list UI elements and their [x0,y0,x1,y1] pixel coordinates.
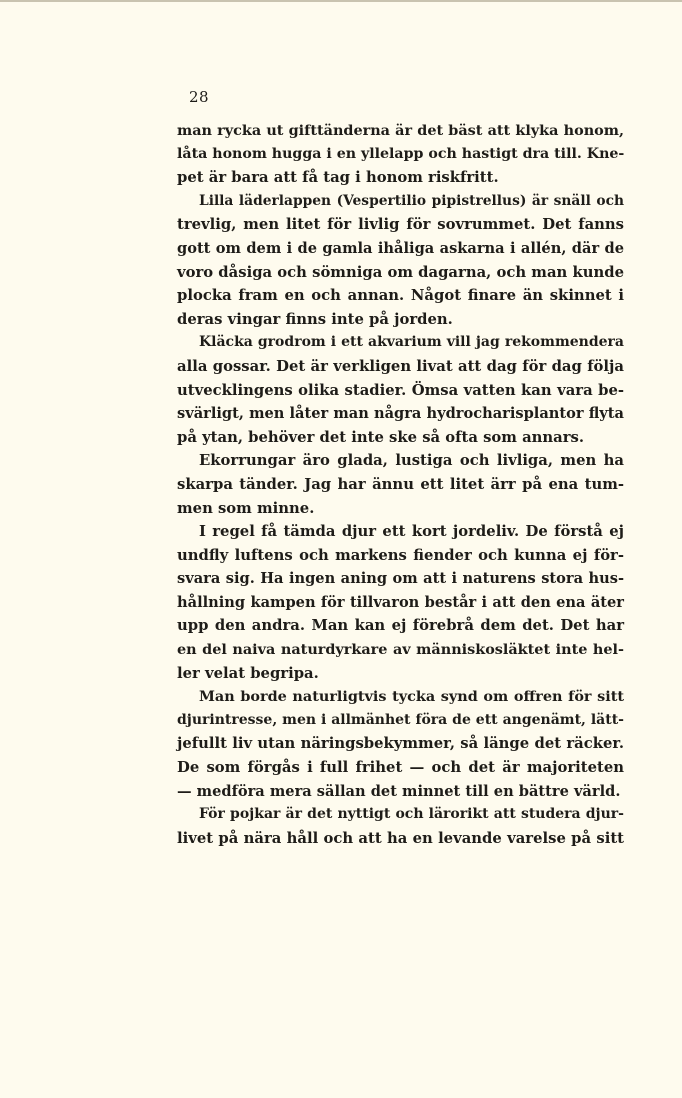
text-line: deras vingar finns inte på jorden. [177,310,453,328]
body-text [177,119,624,850]
text-line: voro dåsiga och sömniga om dagarna, och man kunde [177,263,624,281]
text-line: — medföra mera sällan det minnet till en bättre värld. [177,782,621,800]
text-line: De som förgås i full frihet — och det är majoriteten [177,759,624,777]
text-line: upp den andra. Man kan ej förebrå dem det. Det har [177,617,624,635]
text-line: livet på nära håll och att ha en levande varelse på sitt [177,829,624,847]
text-line: plocka fram en och annan. Något finare än skinnet i [177,287,624,305]
text-line: Lilla läderlappen (Vespertilio pipistrellus) är snäll och [199,192,624,209]
text-line: utvecklingens olika stadier. Ömsa vatten kan vara be- [177,381,624,399]
text-line: Kläcka grodrom i ett akvarium vill jag rekommendera [199,334,624,351]
text-line: djurintresse, men i allmänhet föra de ett angenämt, lätt- [177,711,624,728]
text-line: alla gossar. Det är verkligen livat att dag för dag följa [177,357,624,375]
text-line: man rycka ut gifttänderna är det bäst att klyka honom, [177,122,624,139]
text-line: på ytan, behöver det inte ske så ofta som annars. [177,428,585,446]
text-line: ler velat begripa. [177,664,319,682]
page-number: 28 [189,88,210,106]
text-line: låta honom hugga i en yllelapp och hastigt dra till. Kne- [177,145,625,162]
text-line: skarpa tänder. Jag har ännu ett litet ärr på ena tum- [177,475,624,493]
text-line: men som minne. [177,499,315,517]
text-line: Ekorrungar äro glada, lustiga och livliga, men ha [199,452,624,470]
text-line: Man borde naturligtvis tycka synd om offren för sitt [199,688,624,706]
text-line: pet är bara att få tag i honom riskfritt. [177,169,499,187]
text-line: trevlig, men litet för livlig för sovrummet. Det fanns [177,216,624,234]
text-line: hållning kampen för tillvaron består i att den ena äter [177,593,624,611]
text-line: en del naiva naturdyrkare av människosläktet inte hel- [177,641,624,659]
text-line: I regel få tämda djur ett kort jordeliv. De förstå ej [199,523,624,541]
text-line: svärligt, men låter man några hydrocharisplantor flyta [177,405,624,423]
text-line: undfly luftens och markens fiender och kunna ej för- [177,546,624,564]
text-line: För pojkar är det nyttigt och lärorikt att studera djur- [199,806,624,823]
text-line: jefullt liv utan näringsbekymmer, så länge det räcker. [177,735,624,753]
text-line: svara sig. Ha ingen aning om att i naturens stora hus- [177,570,624,588]
text-line: gott om dem i de gamla ihåliga askarna i allén, där de [177,239,624,257]
